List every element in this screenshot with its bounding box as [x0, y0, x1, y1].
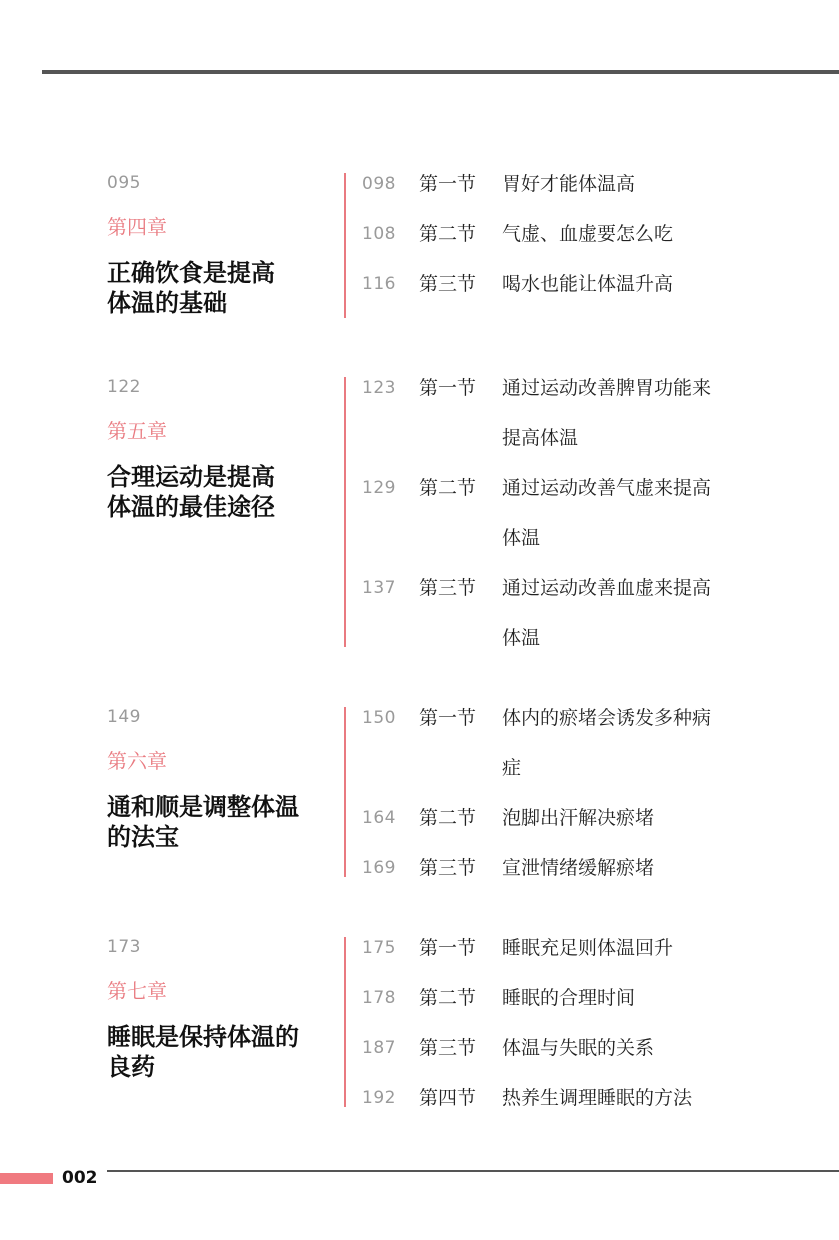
- section-list: [362, 693, 832, 893]
- chapter-number: 第六章: [107, 749, 167, 773]
- chapter-title-line: 正确饮食是提高: [107, 259, 275, 287]
- section-page-number: 169: [362, 858, 396, 878]
- section-label: 第二节: [419, 987, 477, 1009]
- section-entry[interactable]: [362, 1073, 832, 1123]
- section-page-number: 098: [362, 174, 396, 194]
- chapter-page-number: 173: [107, 937, 141, 957]
- chapter-title: [107, 258, 337, 318]
- section-label: 第三节: [419, 1037, 477, 1059]
- top-rule: [42, 70, 839, 74]
- section-entry[interactable]: [362, 923, 832, 973]
- section-page-number: 150: [362, 708, 396, 728]
- section-entry[interactable]: [362, 973, 832, 1023]
- section-label: 第三节: [419, 577, 477, 599]
- section-entry[interactable]: [362, 259, 832, 309]
- section-label: 第一节: [419, 173, 477, 195]
- chapter-number: 第七章: [107, 979, 167, 1003]
- section-page-number: 187: [362, 1038, 396, 1058]
- section-label: 第二节: [419, 807, 477, 829]
- section-title: 喝水也能让体温升高: [502, 273, 674, 295]
- chapter-title-line: 通和顺是调整体温: [107, 793, 299, 821]
- chapter-heading: [107, 377, 337, 522]
- section-entry[interactable]: [362, 463, 832, 563]
- section-page-number: 164: [362, 808, 396, 828]
- section-title: 体内的瘀堵会诱发多种病症: [502, 707, 712, 779]
- section-entry[interactable]: [362, 363, 832, 463]
- chapter-title-line: 的法宝: [107, 823, 179, 851]
- chapter-page-number: 149: [107, 707, 141, 727]
- section-label: 第一节: [419, 707, 477, 729]
- chapter-heading: [107, 937, 337, 1082]
- chapter-title: [107, 792, 337, 852]
- chapter-title-line: 睡眠是保持体温的: [107, 1023, 299, 1051]
- chapter-heading: [107, 707, 337, 852]
- chapter-number: 第五章: [107, 419, 167, 443]
- section-label: 第四节: [419, 1087, 477, 1109]
- chapter-title-line: 良药: [107, 1053, 155, 1081]
- chapter-title-line: 体温的最佳途径: [107, 493, 275, 521]
- section-label: 第三节: [419, 273, 477, 295]
- section-entry[interactable]: [362, 843, 832, 893]
- section-entry[interactable]: [362, 159, 832, 209]
- section-title: 通过运动改善血虚来提高体温: [502, 577, 712, 649]
- section-title: 通过运动改善气虚来提高体温: [502, 477, 712, 549]
- section-title: 宣泄情绪缓解瘀堵: [502, 857, 655, 879]
- section-title: 通过运动改善脾胃功能来提高体温: [502, 377, 712, 449]
- section-title: 热养生调理睡眠的方法: [502, 1087, 693, 1109]
- section-page-number: 178: [362, 988, 396, 1008]
- section-entry[interactable]: [362, 693, 832, 793]
- section-entry[interactable]: [362, 1023, 832, 1073]
- section-page-number: 123: [362, 378, 396, 398]
- section-title: 胃好才能体温高: [502, 173, 636, 195]
- section-label: 第二节: [419, 223, 477, 245]
- footer-accent-bar: [0, 1173, 53, 1184]
- section-page-number: 137: [362, 578, 396, 598]
- section-label: 第三节: [419, 857, 477, 879]
- page-number: 002: [62, 1168, 98, 1188]
- chapter-divider: [344, 937, 346, 1107]
- section-label: 第一节: [419, 937, 477, 959]
- section-title: 睡眠的合理时间: [502, 987, 636, 1009]
- footer-rule: [107, 1170, 839, 1172]
- chapter-title-line: 合理运动是提高: [107, 463, 275, 491]
- section-title: 泡脚出汗解决瘀堵: [502, 807, 655, 829]
- section-list: [362, 923, 832, 1123]
- chapter-title-line: 体温的基础: [107, 289, 227, 317]
- chapter-divider: [344, 173, 346, 318]
- chapter-divider: [344, 377, 346, 647]
- section-title: 睡眠充足则体温回升: [502, 937, 674, 959]
- chapter-page-number: 095: [107, 173, 141, 193]
- chapter-number: 第四章: [107, 215, 167, 239]
- section-label: 第一节: [419, 377, 477, 399]
- chapter-title: [107, 1022, 337, 1082]
- section-title: 体温与失眠的关系: [502, 1037, 655, 1059]
- section-page-number: 116: [362, 274, 396, 294]
- section-list: [362, 159, 832, 309]
- chapter-title: [107, 462, 337, 522]
- section-entry[interactable]: [362, 209, 832, 259]
- chapter-divider: [344, 707, 346, 877]
- section-title: 气虚、血虚要怎么吃: [502, 223, 674, 245]
- section-page-number: 129: [362, 478, 396, 498]
- section-label: 第二节: [419, 477, 477, 499]
- section-list: [362, 363, 832, 663]
- section-page-number: 175: [362, 938, 396, 958]
- section-entry[interactable]: [362, 793, 832, 843]
- section-entry[interactable]: [362, 563, 832, 663]
- section-page-number: 108: [362, 224, 396, 244]
- chapter-heading: [107, 173, 337, 318]
- section-page-number: 192: [362, 1088, 396, 1108]
- chapter-page-number: 122: [107, 377, 141, 397]
